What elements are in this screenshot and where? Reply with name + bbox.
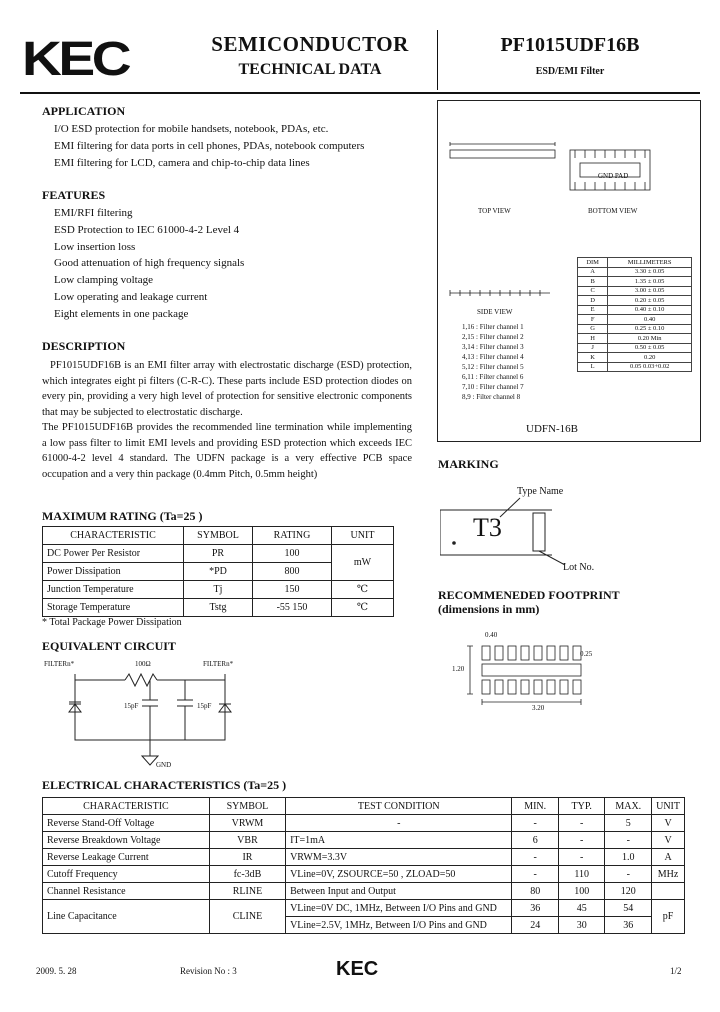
table-cell: K: [578, 353, 608, 363]
description-body: [42, 358, 412, 482]
table-cell: 110: [558, 866, 604, 883]
resistor-label: 100Ω: [135, 660, 151, 668]
table-cell: 0.20: [608, 353, 692, 363]
table-cell: Reverse Stand-Off Voltage: [43, 815, 210, 832]
table-cell: MHz: [652, 866, 685, 883]
footer-page: 1/2: [670, 966, 682, 976]
table-cell: 0.40: [608, 315, 692, 325]
table-cell: VRWM=3.3V: [286, 849, 512, 866]
filter-in-label: FILTERn*: [44, 660, 75, 668]
table-row: [43, 581, 394, 599]
list-item: 3,14 : Filter channel 3: [462, 343, 524, 351]
header-rule: [20, 92, 700, 94]
table-cell: IT=1mA: [286, 832, 512, 849]
part-number: PF1015UDF16B: [500, 34, 640, 56]
table-cell: 0.50 ± 0.05: [608, 343, 692, 353]
table-cell: 150: [253, 581, 332, 599]
package-name: UDFN-16B: [526, 423, 578, 435]
table-row: [43, 545, 394, 563]
circuit-title: EQUIVALENT CIRCUIT: [42, 639, 176, 653]
equivalent-circuit: [40, 660, 260, 775]
electrical-table: [42, 797, 685, 934]
table-header: SYMBOL: [209, 798, 285, 815]
table-header: UNIT: [652, 798, 685, 815]
part-type: ESD/EMI Filter: [535, 66, 605, 77]
table-cell: -: [558, 815, 604, 832]
table-cell: *PD: [184, 563, 253, 581]
table-cell: 3.00 ± 0.05: [608, 286, 692, 296]
application-list: [54, 121, 364, 171]
description-title: DESCRIPTION: [42, 339, 126, 353]
list-item: Eight elements in one package: [54, 307, 189, 320]
list-item: 4,13 : Filter channel 4: [462, 353, 524, 361]
table-cell: 1.35 ± 0.05: [608, 277, 692, 287]
list-item: Low operating and leakage current: [54, 290, 208, 303]
list-item: 2,15 : Filter channel 2: [462, 333, 524, 341]
kec-logo: KEC: [22, 33, 129, 86]
table-cell: ℃: [332, 581, 394, 599]
table-cell: [652, 883, 685, 900]
table-cell: 3.30 ± 0.05: [608, 267, 692, 277]
list-item: Good attenuation of high frequency signals: [54, 257, 245, 270]
table-cell: A: [578, 267, 608, 277]
header-subtitle: TECHNICAL DATA: [238, 61, 382, 78]
table-cell: D: [578, 296, 608, 306]
footer-revision: Revision No : 3: [180, 966, 237, 976]
table-cell: DC Power Per Resistor: [43, 545, 184, 563]
list-item: Low clamping voltage: [54, 274, 153, 287]
features-title: FEATURES: [42, 188, 106, 202]
table-cell: G: [578, 324, 608, 334]
table-cell: Tj: [184, 581, 253, 599]
table-cell: H: [578, 334, 608, 344]
table-cell: CLINE: [209, 900, 285, 934]
table-cell: 24: [512, 917, 559, 934]
table-header: DIM: [578, 258, 608, 268]
dimension-table: [577, 257, 692, 372]
footprint-drawing: [462, 632, 612, 712]
max-rating-note: * Total Package Power Dissipation: [42, 617, 182, 628]
table-cell: VLine=0V, ZSOURCE=50 , ZLOAD=50: [286, 866, 512, 883]
marking-title: MARKING: [438, 457, 499, 471]
table-cell: PR: [184, 545, 253, 563]
max-rating-title: MAXIMUM RATING (Ta=25 ): [42, 509, 203, 523]
list-item: Low insertion loss: [54, 240, 136, 253]
table-cell: 100: [253, 545, 332, 563]
table-row: [578, 286, 692, 296]
table-cell: -: [605, 832, 652, 849]
list-item: 8,9 : Filter channel 8: [462, 393, 521, 401]
table-cell: RLINE: [209, 883, 285, 900]
table-row: [43, 900, 685, 917]
table-cell: VLine=0V DC, 1MHz, Between I/O Pins and GND: [286, 900, 512, 917]
table-header: CHARACTERISTIC: [43, 527, 184, 545]
cap1-label: 15pF: [124, 702, 139, 710]
table-cell: 0.20 Min: [608, 334, 692, 344]
footprint-title: RECOMMENEDED FOOTPRINT: [438, 588, 620, 602]
list-item: 7,10 : Filter channel 7: [462, 383, 524, 391]
lot-label: Lot No.: [563, 562, 595, 573]
table-header: RATING: [253, 527, 332, 545]
max-rating-table: [42, 526, 394, 617]
table-cell: J: [578, 343, 608, 353]
table-cell: pF: [652, 900, 685, 934]
table-cell: 120: [605, 883, 652, 900]
bottom-view-label: BOTTOM VIEW: [588, 207, 638, 215]
list-item: 1,16 : Filter channel 1: [462, 323, 524, 331]
top-view-label: TOP VIEW: [478, 207, 511, 215]
table-row: [43, 832, 685, 849]
table-row: [578, 277, 692, 287]
footer-logo: KEC: [336, 958, 379, 980]
table-cell: Line Capacitance: [43, 900, 210, 934]
list-item: 6,11 : Filter channel 6: [462, 373, 524, 381]
table-row: [43, 849, 685, 866]
table-cell: A: [652, 849, 685, 866]
footer-date: 2009. 5. 28: [36, 966, 77, 976]
table-header: MAX.: [605, 798, 652, 815]
table-cell: 45: [558, 900, 604, 917]
side-view-label: SIDE VIEW: [477, 308, 513, 316]
table-header-row: [43, 527, 394, 545]
table-row: [43, 599, 394, 617]
table-cell: Reverse Leakage Current: [43, 849, 210, 866]
table-cell: Junction Temperature: [43, 581, 184, 599]
table-header: TYP.: [558, 798, 604, 815]
table-cell: 0.05 0.03+0.02: [608, 362, 692, 372]
footprint-dim-height: 1.20: [452, 665, 465, 673]
list-item: I/O ESD protection for mobile handsets, notebook, PDAs, etc.: [54, 123, 329, 135]
table-row: [578, 343, 692, 353]
table-header: SYMBOL: [184, 527, 253, 545]
table-row: [43, 883, 685, 900]
table-cell: L: [578, 362, 608, 372]
table-row: [578, 334, 692, 344]
table-cell: IR: [209, 849, 285, 866]
table-row: [578, 267, 692, 277]
table-cell: F: [578, 315, 608, 325]
description-paragraph: The PF1015UDF16B provides the recommended line termination while implementing a low pass filter to limit EMI levels and providing ESD protection which exceeds IEC 61000-4-2 level 4 standard. The UDFN package is a very effective PCB space occupation and a very thin package (0.4mm Pitch, 0.5mm height): [42, 422, 412, 480]
header-divider: [437, 30, 438, 90]
table-cell: 0.40 ± 0.10: [608, 305, 692, 315]
features-list: [54, 205, 244, 323]
table-cell: B: [578, 277, 608, 287]
list-item: EMI filtering for LCD, camera and chip-to-chip data lines: [54, 156, 310, 169]
table-row: [578, 324, 692, 334]
footprint-subtitle: (dimensions in mm): [438, 602, 540, 616]
electrical-title: ELECTRICAL CHARACTERISTICS (Ta=25 ): [42, 778, 287, 792]
gnd-pad-label: GND PAD: [598, 172, 629, 180]
table-cell: -: [286, 815, 512, 832]
marking-drawing: [440, 495, 590, 565]
table-cell: -: [558, 832, 604, 849]
channel-list: [462, 322, 524, 402]
table-header-row: [578, 258, 692, 268]
gnd-label: GND: [156, 761, 172, 769]
list-item: ESD Protection to IEC 61000-4-2 Level 4: [54, 223, 240, 236]
table-row: [578, 362, 692, 372]
table-header: CHARACTERISTIC: [43, 798, 210, 815]
marking-code: T3: [473, 513, 502, 542]
footprint-dim-pitch: 0.40: [485, 631, 498, 639]
table-row: [578, 296, 692, 306]
table-cell: -: [605, 866, 652, 883]
table-cell: Reverse Breakdown Voltage: [43, 832, 210, 849]
table-cell: 54: [605, 900, 652, 917]
table-cell: mW: [332, 545, 394, 581]
table-cell: 5: [605, 815, 652, 832]
table-cell: VBR: [209, 832, 285, 849]
table-cell: Power Dissipation: [43, 563, 184, 581]
table-cell: Channel Resistance: [43, 883, 210, 900]
table-cell: -: [558, 849, 604, 866]
table-cell: 80: [512, 883, 559, 900]
type-name-label: Type Name: [517, 486, 564, 497]
table-cell: -: [512, 815, 559, 832]
table-cell: Storage Temperature: [43, 599, 184, 617]
cap2-label: 15pF: [197, 702, 212, 710]
table-row: [43, 866, 685, 883]
table-header: UNIT: [332, 527, 394, 545]
table-cell: 1.0: [605, 849, 652, 866]
description-paragraph: PF1015UDF16B is an EMI filter array with electrostatic discharge (ESD) protection, which integrates eight pi filters (C-R-C). These parts include ESD protection diodes on every pin, providing a very high level of protection for sensitive electronic components that may be subjected to electrostatic discharge.: [42, 360, 412, 418]
table-header-row: [43, 798, 685, 815]
table-cell: -: [512, 866, 559, 883]
table-cell: 0.25 ± 0.10: [608, 324, 692, 334]
table-cell: 6: [512, 832, 559, 849]
table-cell: V: [652, 832, 685, 849]
table-row: [578, 353, 692, 363]
table-cell: 0.20 ± 0.05: [608, 296, 692, 306]
list-item: 5,12 : Filter channel 5: [462, 363, 524, 371]
footprint-dim-length: 3.20: [532, 704, 545, 712]
table-header: TEST CONDITION: [286, 798, 512, 815]
table-cell: V: [652, 815, 685, 832]
table-cell: E: [578, 305, 608, 315]
table-row: [578, 305, 692, 315]
table-cell: VRWM: [209, 815, 285, 832]
footprint-dim-width: 0.25: [580, 650, 593, 658]
table-cell: Cutoff Frequency: [43, 866, 210, 883]
table-cell: 36: [605, 917, 652, 934]
table-cell: C: [578, 286, 608, 296]
application-title: APPLICATION: [42, 104, 126, 118]
list-item: EMI filtering for data ports in cell phones, PDAs, notebook computers: [54, 139, 365, 152]
table-cell: 30: [558, 917, 604, 934]
table-cell: 800: [253, 563, 332, 581]
table-cell: 36: [512, 900, 559, 917]
table-cell: VLine=2.5V, 1MHz, Between I/O Pins and GND: [286, 917, 512, 934]
table-cell: -55 150: [253, 599, 332, 617]
table-row: [578, 315, 692, 325]
header-title: SEMICONDUCTOR: [211, 32, 409, 56]
table-header: MIN.: [512, 798, 559, 815]
list-item: EMI/RFI filtering: [54, 207, 133, 219]
table-cell: 100: [558, 883, 604, 900]
table-row: [43, 815, 685, 832]
table-cell: Between Input and Output: [286, 883, 512, 900]
table-cell: fc-3dB: [209, 866, 285, 883]
table-header: MILLIMETERS: [608, 258, 692, 268]
filter-out-label: FILTERn*: [203, 660, 234, 668]
table-cell: ℃: [332, 599, 394, 617]
table-cell: -: [512, 849, 559, 866]
table-cell: Tstg: [184, 599, 253, 617]
